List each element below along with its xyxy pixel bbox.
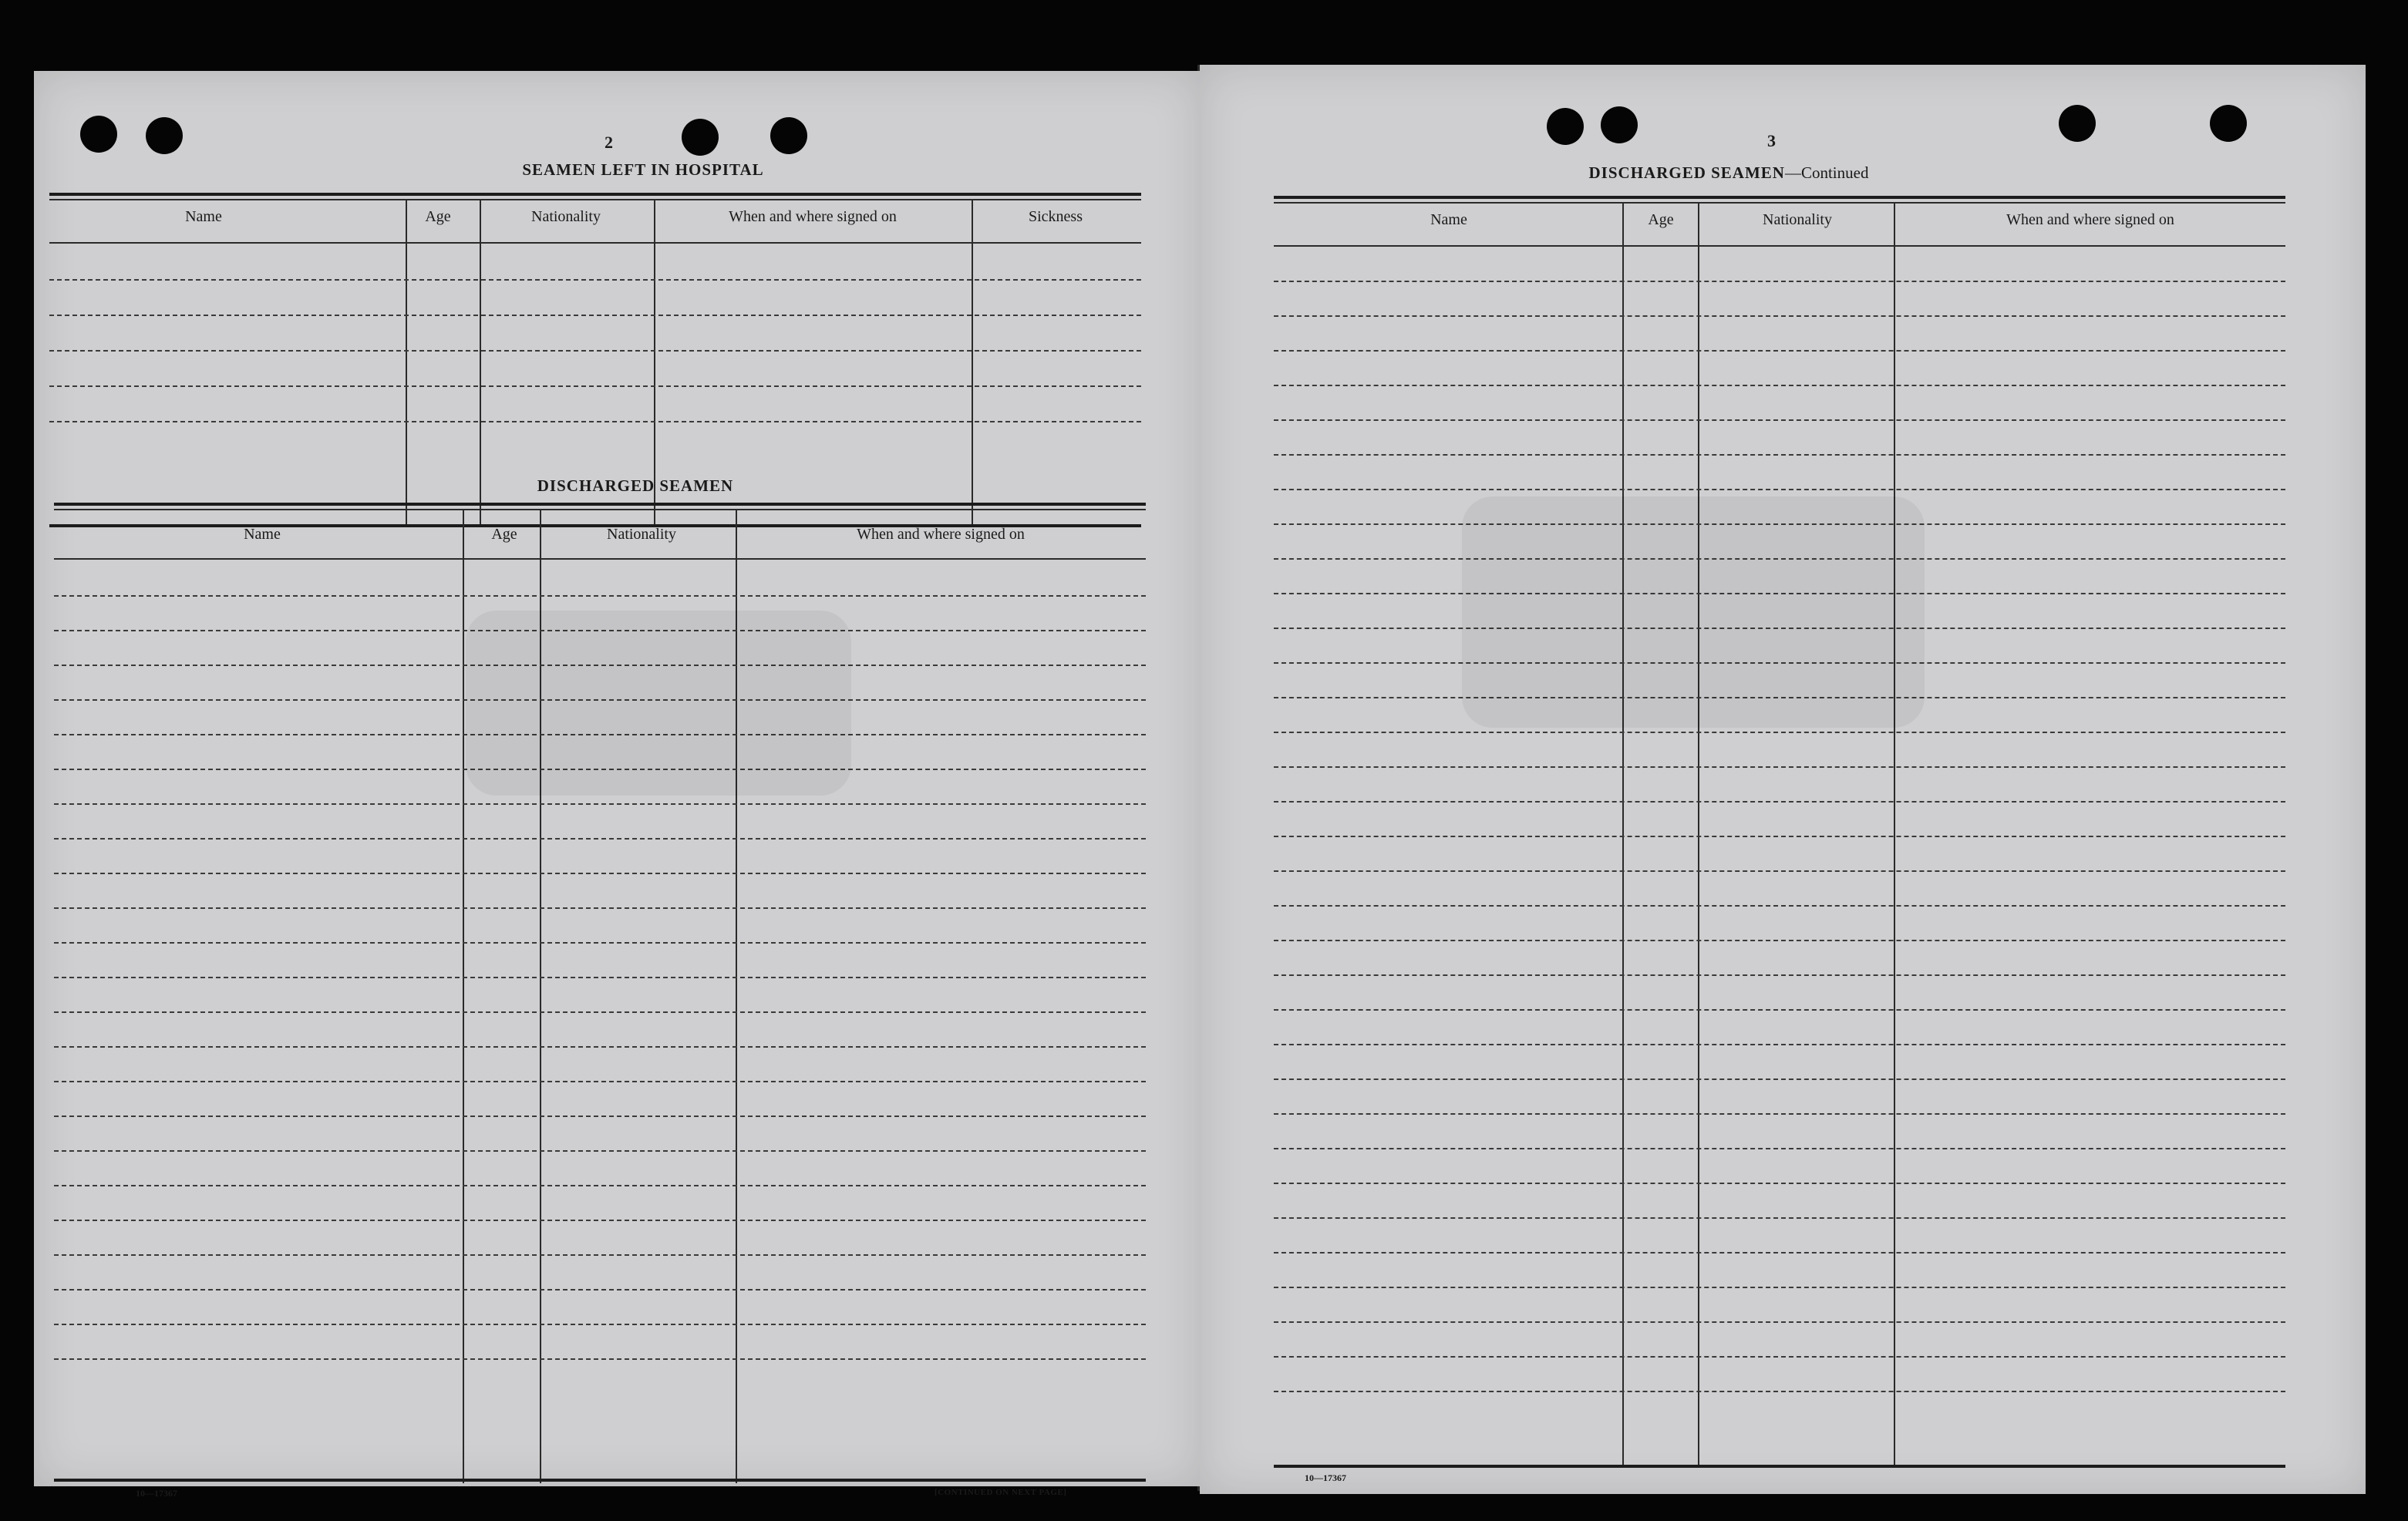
- table-row: [49, 350, 1141, 352]
- table-row: [1274, 905, 2285, 907]
- table-top-rule: [54, 509, 1146, 510]
- header-rule: [54, 558, 1146, 560]
- form-code: 10—17367: [136, 1488, 177, 1499]
- table-top-rule: [49, 193, 1141, 196]
- left-page: [34, 71, 1200, 1499]
- table-row: [54, 1220, 1146, 1221]
- binder-hole: [2059, 105, 2096, 142]
- col-header-nationality: Nationality: [607, 526, 676, 543]
- binder-hole: [1601, 106, 1638, 143]
- col-header-nationality: Nationality: [1763, 211, 1832, 228]
- col-header-signed-on: When and where signed on: [857, 526, 1025, 543]
- table-row: [54, 1150, 1146, 1152]
- col-header-signed-on: When and where signed on: [2006, 211, 2174, 228]
- table-row: [54, 1081, 1146, 1082]
- table-row: [54, 1116, 1146, 1117]
- form-code: 10—17367: [1305, 1472, 1346, 1483]
- table-row: [1274, 836, 2285, 837]
- table-row: [1274, 1252, 2285, 1253]
- binder-hole: [80, 116, 117, 153]
- table-bottom-rule: [54, 1479, 1146, 1482]
- col-header-name: Name: [1430, 211, 1467, 228]
- discharged-section-title: DISCHARGED SEAMEN: [537, 476, 734, 495]
- col-header-signed-on: When and where signed on: [729, 208, 897, 225]
- table-row: [1274, 419, 2285, 421]
- table-row: [54, 1254, 1146, 1256]
- table-row: [54, 977, 1146, 978]
- table-row: [54, 838, 1146, 840]
- table-row: [1274, 1356, 2285, 1358]
- right-page: [1200, 65, 2366, 1494]
- bleed-through-stamp: [1462, 496, 1925, 728]
- table-row: [1274, 489, 2285, 490]
- table-row: [54, 942, 1146, 944]
- table-row: [54, 907, 1146, 909]
- col-header-nationality: Nationality: [531, 208, 601, 225]
- table-row: [54, 595, 1146, 597]
- table-row: [1274, 1113, 2285, 1115]
- table-row: [1274, 1078, 2285, 1080]
- table-row: [54, 803, 1146, 805]
- table-row: [1274, 1321, 2285, 1323]
- col-header-sickness: Sickness: [1029, 208, 1083, 225]
- bleed-through-stamp: [466, 611, 851, 796]
- section-title: [1536, 163, 1921, 183]
- table-top-rule: [1274, 196, 2285, 199]
- table-row: [1274, 870, 2285, 872]
- header-rule: [1274, 245, 2285, 247]
- table-row: [54, 1011, 1146, 1013]
- table-row: [54, 1046, 1146, 1048]
- table-row: [1274, 385, 2285, 386]
- table-row: [1274, 940, 2285, 941]
- table-row: [1274, 350, 2285, 352]
- table-top-rule: [49, 199, 1141, 200]
- table-row: [54, 1185, 1146, 1186]
- table-row: [54, 1324, 1146, 1325]
- table-row: [1274, 1148, 2285, 1149]
- page-number: 2: [605, 133, 613, 152]
- col-header-age: Age: [491, 526, 517, 543]
- table-row: [1274, 766, 2285, 768]
- header-rule: [49, 242, 1141, 244]
- column-divider: [972, 200, 973, 526]
- table-row: [54, 1289, 1146, 1290]
- table-row: [1274, 732, 2285, 733]
- col-header-name: Name: [185, 208, 222, 225]
- table-row: [1274, 1287, 2285, 1288]
- table-row: [1274, 1009, 2285, 1011]
- column-divider: [406, 200, 407, 526]
- table-bottom-rule: [1274, 1465, 2285, 1468]
- table-row: [49, 421, 1141, 422]
- table-row: [1274, 315, 2285, 317]
- table-row: [54, 1358, 1146, 1360]
- table-row: [1274, 1217, 2285, 1219]
- table-row: [54, 873, 1146, 874]
- binder-hole: [682, 119, 719, 156]
- binder-hole: [2210, 105, 2247, 142]
- table-row: [49, 279, 1141, 281]
- table-top-rule: [54, 503, 1146, 506]
- table-row: [1274, 1183, 2285, 1184]
- col-header-age: Age: [1648, 211, 1674, 228]
- col-header-age: Age: [425, 208, 451, 225]
- table-row: [1274, 974, 2285, 976]
- table-row: [1274, 801, 2285, 803]
- table-row: [49, 385, 1141, 387]
- table-row: [1274, 281, 2285, 282]
- table-row: [1274, 454, 2285, 456]
- page-number: 3: [1767, 131, 1776, 150]
- section-title-suffix: —Continued: [1784, 163, 1869, 182]
- binder-hole: [1547, 108, 1584, 145]
- hospital-section-title: SEAMEN LEFT IN HOSPITAL: [522, 160, 764, 179]
- table-row: [1274, 1391, 2285, 1392]
- column-divider: [463, 510, 464, 1483]
- col-header-name: Name: [244, 526, 281, 543]
- binder-hole: [146, 117, 183, 154]
- binder-hole: [770, 117, 807, 154]
- table-row: [1274, 1044, 2285, 1045]
- table-top-rule: [1274, 202, 2285, 204]
- section-title-main: DISCHARGED SEAMEN: [1588, 163, 1785, 182]
- table-row: [49, 315, 1141, 316]
- continued-note: [CONTINUED ON NEXT PAGE]: [935, 1488, 1067, 1497]
